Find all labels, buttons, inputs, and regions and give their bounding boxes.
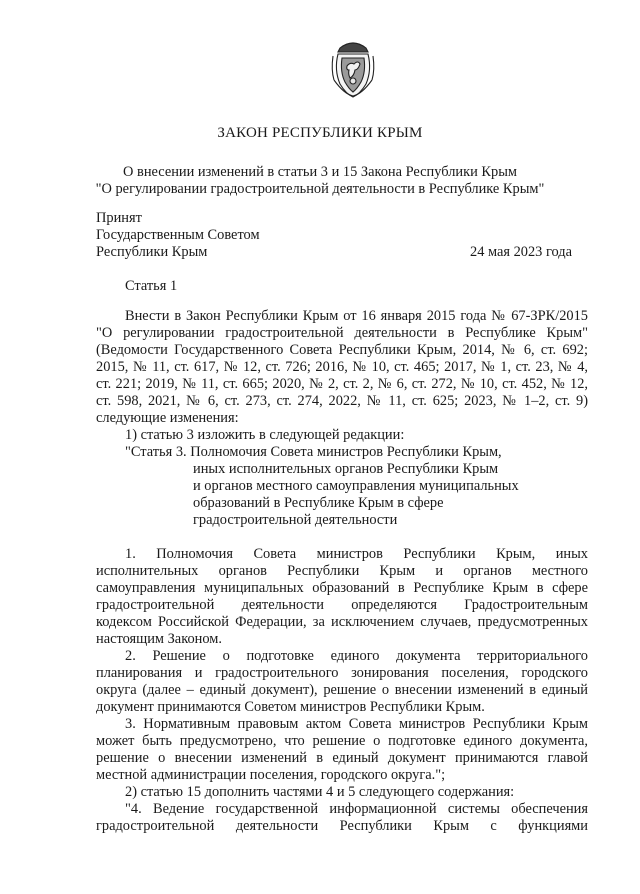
amendment-item-2: 2) статью 15 дополнить частями 4 и 5 следующего содержания: (125, 784, 515, 800)
article3-heading-line: и органов местного самоуправления муниципальных (193, 478, 519, 494)
adopted-by-line-1: Государственным Советом (96, 227, 260, 243)
text-line: самоуправления муниципальных образований в Республике Крым в сфере (96, 580, 588, 596)
amendment-item-1: 1) статью 3 изложить в следующей редакции: (125, 427, 405, 443)
text-line: округа (далее – единый документ), решение о внесении изменений в единый (96, 682, 588, 698)
article-heading: Статья 1 (125, 278, 178, 294)
text-line: следующие изменения: (96, 410, 239, 426)
text-line: 1. Полномочия Совета министров Республики Крым, иных (125, 546, 588, 562)
law-subtitle-line-1: О внесении изменений в статьи 3 и 15 Закона Республики Крым (123, 164, 517, 180)
text-line: настоящим Законом. (96, 631, 222, 647)
text-line: может быть предусмотрено, что решение о подготовке единого документа, (96, 733, 588, 749)
crimea-coat-of-arms-icon (330, 40, 376, 98)
text-line: планирования и градостроительного зонирования поселения, городского (96, 665, 588, 681)
text-line: 2015, № 11, ст. 617, № 12, ст. 726; 2016, № 10, ст. 465; 2017, № 1, ст. 23, № 4, (96, 359, 588, 375)
text-line: кодексом Российской Федерации, за исключением случаев, предусмотренных (96, 614, 588, 630)
text-line: ст. 221; 2019, № 11, ст. 665; 2020, № 2, ст. 2, № 6, ст. 272, № 10, ст. 452, № 12, (96, 376, 588, 392)
text-line: градостроительной деятельности Республики Крым с функциями (96, 818, 588, 834)
text-line: документ принимаются Советом министров Республики Крым. (96, 699, 485, 715)
text-line: "4. Ведение государственной информационной системы обеспечения (125, 801, 588, 817)
text-line: ст. 598, 2021, № 6, ст. 273, ст. 274, 2022, № 11, ст. 625; 2023, № 1–2, ст. 9) (96, 393, 588, 409)
text-line: местной администрации поселения, городского округа."; (96, 767, 446, 783)
law-title: ЗАКОН РЕСПУБЛИКИ КРЫМ (217, 125, 423, 141)
adoption-date: 24 мая 2023 года (470, 244, 573, 260)
text-line: 2. Решение о подготовке единого документа территориального (125, 648, 588, 664)
adopted-label: Принят (96, 210, 142, 226)
article3-heading-line: образований в Республике Крым в сфере (193, 495, 444, 511)
article3-heading-line: иных исполнительных органов Республики Крым (193, 461, 499, 477)
text-line: 3. Нормативным правовым актом Совета министров Республики Крым (125, 716, 588, 732)
article3-heading-line: "Статья 3. Полномочия Совета министров Республики Крым, (125, 444, 502, 460)
text-line: Внести в Закон Республики Крым от 16 января 2015 года № 67-ЗРК/2015 (125, 308, 588, 324)
text-line: исполнительных органов Республики Крым и органов местного (96, 563, 588, 579)
adopted-by-line-2: Республики Крым (96, 244, 208, 260)
law-subtitle-line-2: "О регулировании градостроительной деятельности в Республике Крым" (95, 181, 545, 197)
text-line: "О регулировании градостроительной деятельности в Республике Крым" (96, 325, 588, 341)
text-line: (Ведомости Государственного Совета Республики Крым, 2014, № 6, ст. 692; (96, 342, 588, 358)
article3-heading-line: градостроительной деятельности (193, 512, 398, 528)
text-line: решение о внесении изменений в единый документ принимаются главой (96, 750, 588, 766)
text-line: градостроительной деятельности определяются Градостроительным (96, 597, 588, 613)
